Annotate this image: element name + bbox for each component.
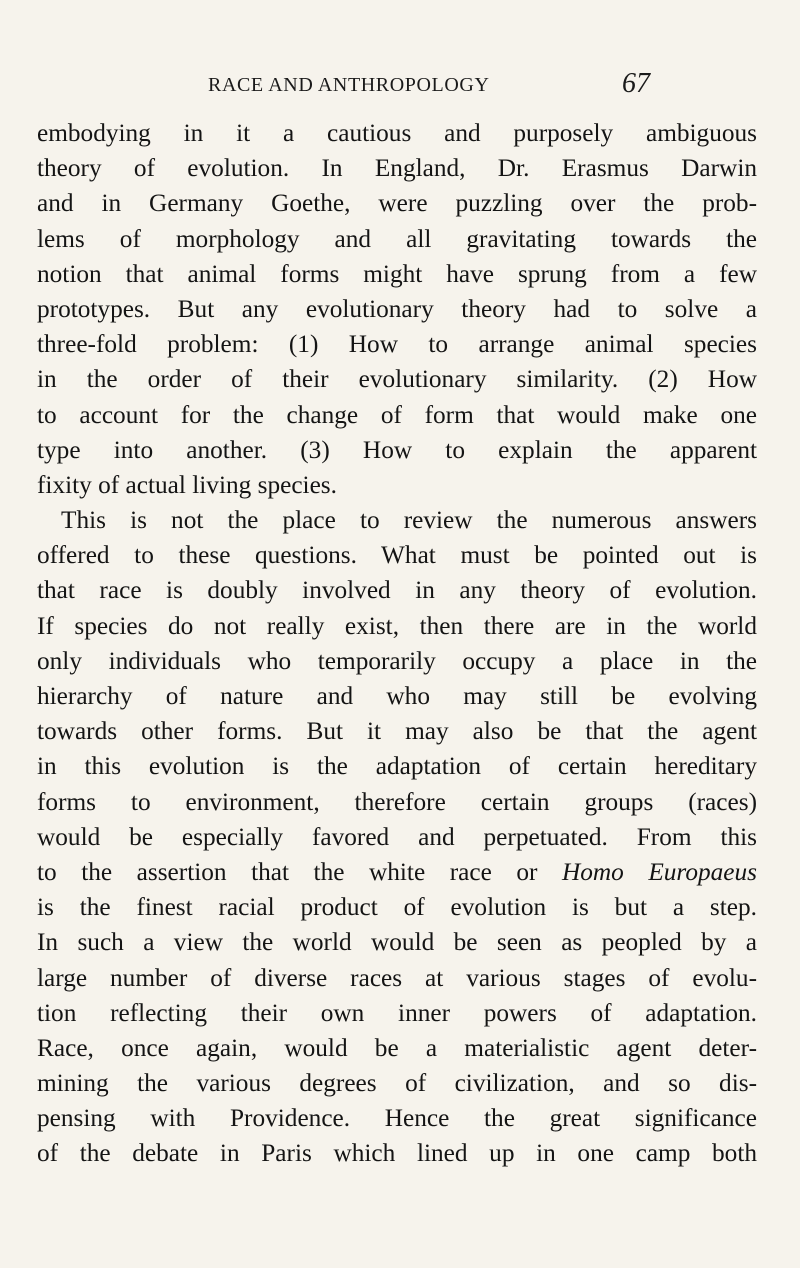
text-line: that race is doubly involved in any theory of evolution. bbox=[37, 576, 757, 605]
italic-term: Homo Europaeus bbox=[561, 857, 757, 886]
text-line: Race, once again, would be a materialistic agent deter- bbox=[37, 1033, 757, 1062]
text-line: three-fold problem: (1) How to arrange animal species bbox=[37, 330, 757, 359]
body-text bbox=[37, 116, 757, 1172]
running-title: RACE AND ANTHROPOLOGY bbox=[208, 74, 490, 96]
text-line: tion reflecting their own inner powers of adaptation. bbox=[37, 998, 757, 1027]
text-line: In such a view the world would be seen as peopled by a bbox=[37, 928, 757, 957]
text-line: This is not the place to review the numerous answers bbox=[61, 506, 757, 535]
text-segment: to the assertion that the white race or bbox=[37, 857, 538, 886]
text-line: and in Germany Goethe, were puzzling over the prob- bbox=[37, 189, 757, 218]
text-line: only individuals who temporarily occupy a place in the bbox=[37, 646, 757, 675]
text-line: in this evolution is the adaptation of certain hereditary bbox=[37, 752, 757, 781]
text-line: type into another. (3) How to explain the apparent bbox=[37, 435, 757, 464]
text-line: would be especially favored and perpetuated. From this bbox=[37, 822, 757, 851]
text-line: towards other forms. But it may also be that the agent bbox=[37, 717, 757, 746]
text-line: forms to environment, therefore certain groups (races) bbox=[37, 787, 757, 816]
text-line: pensing with Providence. Hence the great significance bbox=[37, 1104, 757, 1133]
text-line: If species do not really exist, then there are in the world bbox=[37, 611, 757, 640]
text-line: hierarchy of nature and who may still be evolving bbox=[37, 682, 757, 710]
text-line: prototypes. But any evolutionary theory had to solve a bbox=[37, 294, 757, 323]
page-number: 67 bbox=[622, 68, 650, 99]
text-line: large number of diverse races at various stages of evolu- bbox=[37, 963, 757, 992]
text-line: embodying in it a cautious and purposely ambiguous bbox=[37, 119, 757, 147]
text-line: to account for the change of form that would make one bbox=[37, 400, 757, 429]
text-line: fixity of actual living species. bbox=[37, 470, 337, 499]
text-line: offered to these questions. What must be pointed out is bbox=[37, 541, 757, 570]
text-line: lems of morphology and all gravitating towards the bbox=[37, 224, 757, 253]
text-line: notion that animal forms might have sprung from a few bbox=[37, 259, 757, 288]
text-line: in the order of their evolutionary similarity. (2) How bbox=[37, 365, 757, 394]
text-line: mining the various degrees of civilization, and so dis- bbox=[37, 1069, 757, 1098]
text-line: theory of evolution. In England, Dr. Erasmus Darwin bbox=[37, 154, 757, 183]
text-line: of the debate in Paris which lined up in one camp both bbox=[37, 1139, 757, 1168]
text-line-with-italic bbox=[37, 855, 757, 890]
text-line: is the finest racial product of evolution is but a step. bbox=[37, 893, 757, 922]
